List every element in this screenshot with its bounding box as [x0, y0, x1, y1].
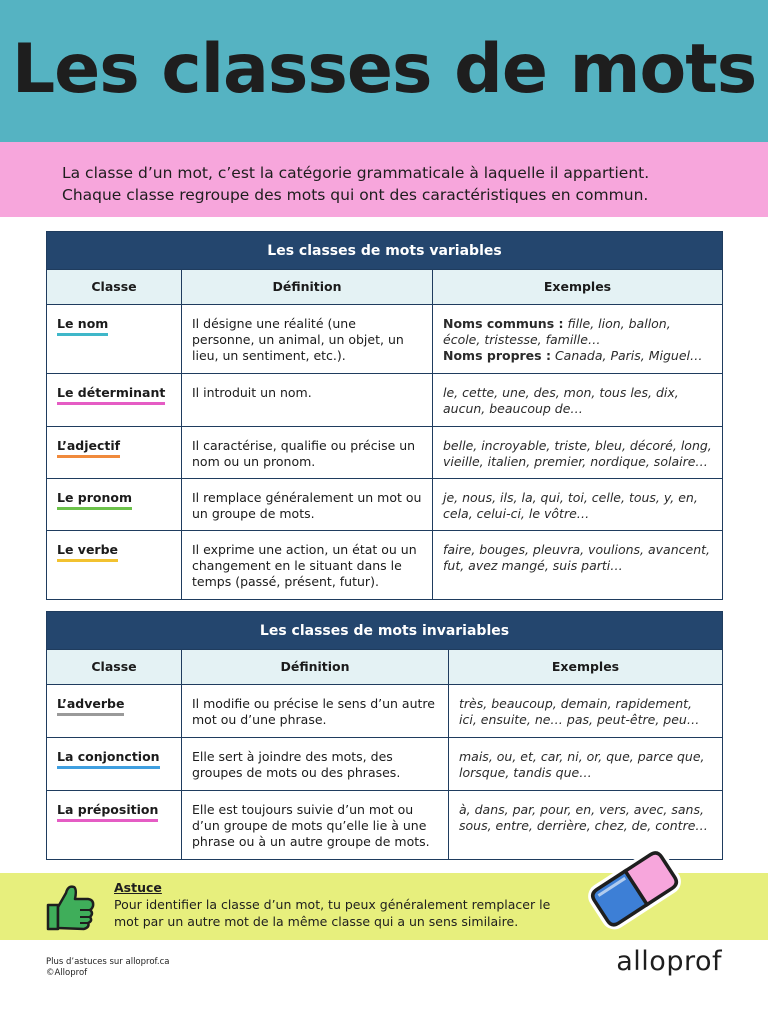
examples-cell: très, beaucoup, demain, rapidement, ici, ensuite, ne… pas, peut-être, peu…: [449, 685, 723, 738]
class-name: La conjonction: [57, 749, 160, 769]
class-name: Le nom: [57, 316, 108, 336]
table-row: [47, 305, 723, 374]
class-name: Le pronom: [57, 490, 132, 510]
examples-cell: faire, bouges, pleuvra, voulions, avancent, fut, avez mangé, suis parti…: [433, 531, 723, 600]
class-name: La préposition: [57, 802, 158, 822]
examples-cell: [433, 305, 723, 374]
table-row: [47, 374, 723, 427]
class-name-cell: [47, 738, 182, 791]
column-header-exemples: Exemples: [433, 270, 723, 305]
invariable-table-title: Les classes de mots invariables: [47, 612, 723, 650]
class-name-cell: [47, 791, 182, 860]
variable-table-title: Les classes de mots variables: [47, 232, 723, 270]
examples-cell: je, nous, ils, la, qui, toi, celle, tous, y, en, cela, celui-ci, le vôtre…: [433, 479, 723, 531]
examples-label: Noms communs :: [443, 316, 564, 331]
class-name-cell: [47, 427, 182, 479]
thumbs-up-icon: [44, 881, 98, 933]
intro-banner: [0, 142, 768, 217]
tip-text: Pour identifier la classe d’un mot, tu peux généralement remplacer le mot par un autre mot de la même classe qui a un sens similaire.: [114, 897, 551, 929]
invariable-classes-table: [46, 611, 723, 860]
definition-cell: Il remplace généralement un mot ou un groupe de mots.: [182, 479, 433, 531]
examples-text: Canada, Paris, Miguel…: [554, 348, 703, 363]
definition-cell: Il introduit un nom.: [182, 374, 433, 427]
definition-cell: Il modifie ou précise le sens d’un autre mot ou d’une phrase.: [182, 685, 449, 738]
column-header-classe: Classe: [47, 270, 182, 305]
table-row: [47, 479, 723, 531]
class-name: Le déterminant: [57, 385, 165, 405]
page-title: Les classes de mots: [11, 30, 757, 109]
table-row: [47, 738, 723, 791]
class-name-cell: [47, 305, 182, 374]
definition-cell: Elle sert à joindre des mots, des groupes de mots ou des phrases.: [182, 738, 449, 791]
class-name-cell: [47, 479, 182, 531]
class-name: L’adverbe: [57, 696, 124, 716]
intro-text: [62, 162, 722, 206]
class-name-cell: [47, 374, 182, 427]
examples-label: Noms propres :: [443, 348, 551, 363]
header-banner: [0, 0, 768, 142]
eraser-icon: [586, 845, 682, 931]
tip-title: Astuce: [114, 880, 162, 895]
examples-cell: belle, incroyable, triste, bleu, décoré, long, vieille, italien, premier, nordique, solaire…: [433, 427, 723, 479]
class-name-cell: [47, 531, 182, 600]
footer-credits: [46, 957, 170, 979]
table-row: [47, 427, 723, 479]
examples-cell: à, dans, par, pour, en, vers, avec, sans, sous, entre, derrière, chez, de, contre…: [449, 791, 723, 860]
definition-cell: Il caractérise, qualifie ou précise un nom ou un pronom.: [182, 427, 433, 479]
table-row: [47, 685, 723, 738]
examples-text: fille, lion, ballon, école, tristesse, famille…: [443, 316, 671, 347]
column-header-definition: Définition: [182, 650, 449, 685]
intro-line-2: Chaque classe regroupe des mots qui ont des caractéristiques en commun.: [62, 186, 649, 204]
class-name: L’adjectif: [57, 438, 120, 458]
variable-classes-table: [46, 231, 723, 600]
intro-line-1: La classe d’un mot, c’est la catégorie grammaticale à laquelle il appartient.: [62, 164, 650, 182]
footer-link-text: Plus d’astuces sur alloprof.ca: [46, 957, 170, 967]
class-name: Le verbe: [57, 542, 118, 562]
examples-cell: mais, ou, et, car, ni, or, que, parce que, lorsque, tandis que…: [449, 738, 723, 791]
class-name-cell: [47, 685, 182, 738]
definition-cell: Il exprime une action, un état ou un changement en le situant dans le temps (passé, présent, futur).: [182, 531, 433, 600]
column-header-classe: Classe: [47, 650, 182, 685]
definition-cell: Elle est toujours suivie d’un mot ou d’un groupe de mots qu’elle lie à une phrase ou à un autre groupe de mots.: [182, 791, 449, 860]
table-row: [47, 531, 723, 600]
examples-cell: le, cette, une, des, mon, tous les, dix, aucun, beaucoup de…: [433, 374, 723, 427]
column-header-definition: Définition: [182, 270, 433, 305]
definition-cell: Il désigne une réalité (une personne, un animal, un objet, un lieu, un sentiment, etc.).: [182, 305, 433, 374]
copyright: ©Alloprof: [46, 968, 88, 978]
alloprof-logo: alloprof: [616, 946, 722, 977]
column-header-exemples: Exemples: [449, 650, 723, 685]
